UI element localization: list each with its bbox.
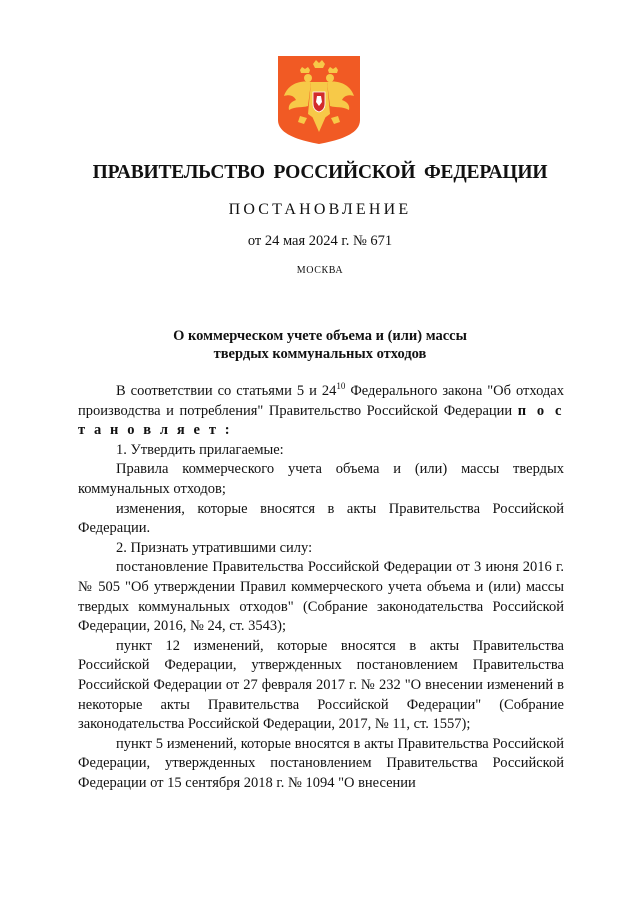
document-date-number: от 24 мая 2024 г. № 671 [247, 233, 393, 249]
paragraph-repeal-3: пункт 5 изменений, которые вносятся в акты Правительства Российской Федерации, утвержденных постановлением Правительства Российской Федерации от 15 сентября 2018 г. № 1094 "О внесении [78, 735, 564, 791]
paragraph-repeal-1: постановление Правительства Российской Федерации от 3 июня 2016 г. № 505 "Об утверждении Правил коммерческого учета объема и (или) массы твердых коммунальных отходов" (Собрание законодательства Российской Федерации, 2016, № 24, ст. 3543); [78, 559, 564, 635]
document-body [78, 382, 564, 793]
coat-of-arms-icon [278, 56, 360, 144]
article-superscript: 10 [336, 381, 346, 392]
heading-line-2: твердых коммунальных отходов [213, 346, 427, 362]
heading-line-1: О коммерческом учете объема и (или) массы [173, 328, 467, 344]
paragraph-item-2: 2. Признать утратившими силу: [116, 539, 313, 556]
resolves-word: п о с т а н о в л я е т : [78, 402, 565, 439]
preamble-text-end: Федерального закона "Об отходах производства и потребления" Правительство Российской Федерации [78, 383, 564, 419]
document-city: МОСКВА [296, 265, 344, 276]
paragraph-amendments: изменения, которые вносятся в акты Правительства Российской Федерации. [78, 500, 564, 537]
paragraph-rules: Правила коммерческого учета объема и (или) массы твердых коммунальных отходов; [78, 461, 564, 497]
preamble-text-start: В соответствии со статьями 5 и 24 [116, 383, 337, 399]
document-type: ПОСТАНОВЛЕНИЕ [228, 201, 412, 218]
government-title: ПРАВИТЕЛЬСТВО РОССИЙСКОЙ ФЕДЕРАЦИИ [92, 162, 548, 183]
paragraph-preamble [78, 382, 564, 441]
document-heading [0, 327, 640, 363]
paragraph-item-1: 1. Утвердить прилагаемые: [116, 441, 284, 458]
paragraph-repeal-2: пункт 12 изменений, которые вносятся в акты Правительства Российской Федерации, утвержденных постановлением Правительства Российской Федерации от 27 февраля 2017 г. № 232 "О внесении изменений в некоторые акты Правительства Российской Федерации" (Собрание законодательства Российской Федерации, 2017, № 11, ст. 1557); [78, 637, 564, 733]
